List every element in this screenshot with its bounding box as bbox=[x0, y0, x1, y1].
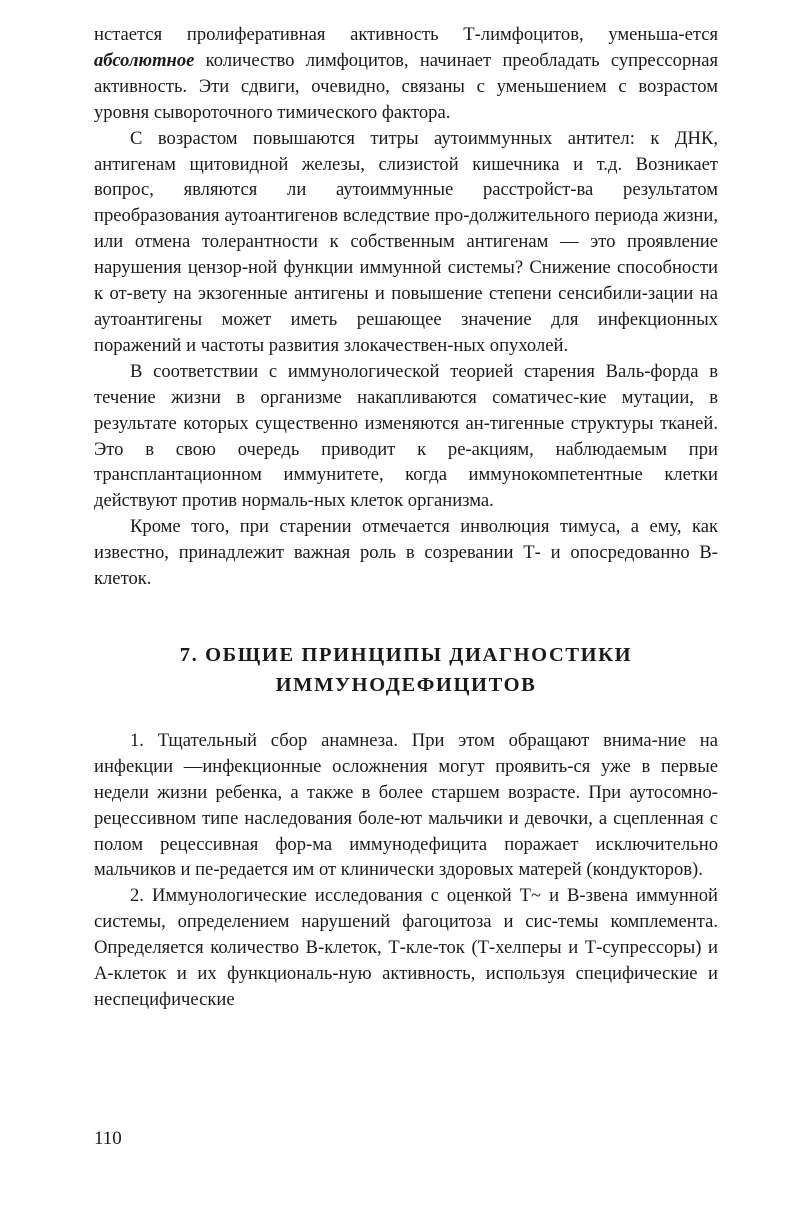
section-title bbox=[94, 640, 718, 700]
paragraph-thymus: Кроме того, при старении отмечается инволюция тимуса, а ему, как известно, принадлежит важная роль в созревании Т- и опосредованно В-клеток. bbox=[94, 516, 718, 590]
paragraph-continuation bbox=[94, 22, 718, 126]
section-title-line: ИММУНОДЕФИЦИТОВ bbox=[275, 673, 537, 696]
emphasis-text: абсолютное bbox=[94, 49, 195, 71]
list-item: 1. Тщательный сбор анамнеза. При этом обращают внима-ние на инфекции —инфекционные осложнения могут проявить-ся уже в первые недели жизни ребенка, а также в более старшем возрасте. При аутосомно-рецессивном типе наследования боле-ют мальчики и девочки, а сцепленная с полом рецессивная фор-ма иммунодефицита поражает исключительно мальчиков и пе-редается им от клинически здоровых матерей (кондукторов). bbox=[94, 729, 718, 881]
page-body bbox=[94, 22, 718, 1013]
section-title-line: 7. ОБЩИЕ ПРИНЦИПЫ ДИАГНОСТИКИ bbox=[179, 643, 633, 666]
paragraph-text: количество лимфоцитов, начинает преобладать супрессорная активность. Эти сдвиги, очевидно, связаны с уменьшением с возрастом уровня сывороточного тимического фактора. bbox=[94, 49, 718, 123]
page-number: 110 bbox=[94, 1128, 122, 1149]
paragraph-text: нстается пролиферативная активность Т-лимфоцитов, уменьша-ется bbox=[94, 24, 718, 45]
paragraph-walford-theory: В соответствии с иммунологической теорией старения Валь-форда в течение жизни в организме накапливаются соматичес-кие мутации, в результате которых существенно изменяются ан-тигенные структуры тканей. Это в свою очередь приводит к ре-акциям, наблюдаемым при трансплантационном иммунитете, когда иммунокомпетентные клетки действуют против нормаль-ных клеток организма. bbox=[94, 360, 718, 512]
paragraph-autoimmune: С возрастом повышаются титры аутоиммунных антител: к ДНК, антигенам щитовидной железы, слизистой кишечника и т.д. Возникает вопрос, являются ли аутоиммунные расстройст-ва результатом преобразования аутоантигенов вследствие про-должительного периода жизни, или отмена толерантности к собственным антигенам — это проявление нарушения цензор-ной функции иммунной системы? Снижение способности к от-вету на экзогенные антигены и повышение степени сенсибили-зации на аутоантигены может иметь решающее значение для инфекционных поражений и частоты развития злокачествен-ных опухолей. bbox=[94, 127, 718, 356]
list-item: 2. Иммунологические исследования с оценкой Т~ и В-звена иммунной системы, определением нарушений фагоцитоза и сис-темы комплемента. Определяется количество В-клеток, Т-кле-ток (Т-хелперы и Т-супрессоры) и А-клеток и их функциональ-ную активность, используя специфические и неспецифические bbox=[94, 885, 718, 1010]
